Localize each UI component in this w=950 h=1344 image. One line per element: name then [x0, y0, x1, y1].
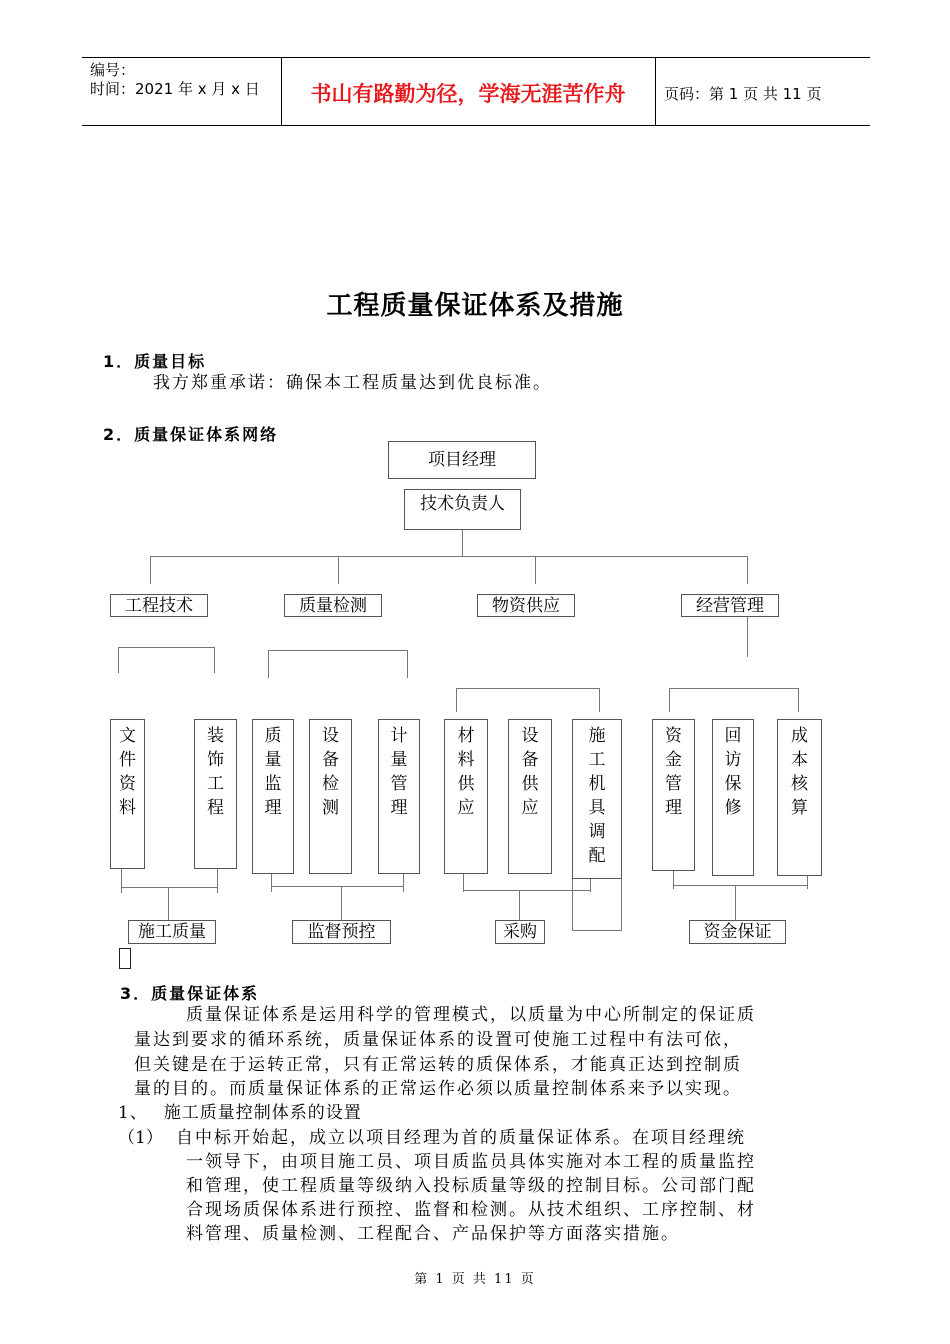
org-leaf-documents: 文件资料	[110, 719, 145, 869]
doc-time-label: 时间：2021 年 x 月 x 日	[90, 80, 260, 98]
section-heading-3: 3．质量保证体系	[120, 984, 260, 1003]
connector-bottom	[121, 869, 122, 893]
section-3-para-line-3: 但关键是在于运转正常，只有正常运转的质保体系，才能真正达到控制质	[134, 1055, 742, 1075]
section-1-text: 我方郑重承诺：确保本工程质量达到优良标准。	[153, 373, 552, 393]
connector-branch	[268, 650, 269, 678]
org-node-material-supply: 物资供应	[477, 594, 575, 617]
connector-branch	[118, 647, 215, 648]
connector-branch	[747, 617, 748, 657]
connector-drop	[535, 556, 536, 584]
header-divider-right	[655, 57, 656, 126]
connector-branch	[214, 647, 215, 673]
org-node-fund-guarantee: 资金保证	[689, 920, 786, 944]
connector-branch	[798, 688, 799, 712]
connector-bottom	[271, 886, 404, 887]
connector-branch	[268, 650, 408, 651]
connector-branch	[118, 647, 119, 673]
connector-drop	[150, 556, 151, 584]
org-leaf-decoration: 装饰工程	[194, 719, 237, 869]
org-leaf-metrology: 计量管理	[378, 719, 420, 874]
connector-branch	[669, 688, 670, 712]
connector-bottom	[807, 876, 808, 889]
org-leaf-funds: 资金管理	[652, 719, 695, 871]
org-node-engineering-tech: 工程技术	[110, 594, 208, 617]
connector-branch	[599, 688, 600, 712]
org-leaf-after-service: 回访保修	[712, 719, 754, 876]
connector-departments	[150, 556, 748, 557]
connector-bottom	[121, 887, 218, 888]
header-motto: 书山有路勤为径，学海无涯苦作舟	[310, 82, 626, 106]
header-bottom-rule	[82, 125, 870, 126]
connector-bottom	[403, 874, 404, 892]
org-leaf-equipment-supply: 设备供应	[508, 719, 552, 874]
connector-trunk	[462, 530, 463, 557]
sub-item-1-line-4: 合现场质保体系进行预控、监督和检测。从技术组织、工序控制、材	[186, 1200, 756, 1220]
org-node-quality-inspection: 质量检测	[284, 594, 382, 617]
connector-bottom	[271, 874, 272, 892]
org-node-procurement: 采购	[495, 920, 545, 944]
connector-bottom	[621, 879, 622, 931]
org-node-construction-quality: 施工质量	[128, 920, 216, 944]
page-footer: 第 1 页 共 11 页	[414, 1272, 536, 1287]
anchor-marker	[119, 948, 131, 969]
connector-bottom	[168, 887, 169, 920]
connector-bottom	[572, 879, 573, 931]
connector-bottom	[572, 930, 622, 931]
org-leaf-quality-supervision: 质量监理	[252, 719, 294, 874]
org-leaf-cost: 成本核算	[777, 719, 822, 876]
sub-item-1-line-5: 料管理、质量检测、工程配合、产品保护等方面落实措施。	[186, 1224, 680, 1244]
section-heading-1: 1．质量目标	[103, 352, 207, 371]
section-3-para-line-4: 量的目的。而质量保证体系的正常运作必须以质量控制体系来予以实现。	[134, 1079, 742, 1099]
org-node-technical-lead: 技术负责人	[404, 489, 521, 530]
document-title: 工程质量保证体系及措施	[326, 291, 624, 321]
connector-branch	[407, 650, 408, 678]
item-1-heading: 1、 施工质量控制体系的设置	[118, 1103, 362, 1123]
org-leaf-machinery: 施工机具调配	[572, 719, 622, 879]
header-top-rule	[82, 57, 870, 58]
sub-item-1-line-3: 和管理，使工程质量等级纳入投标质量等级的控制目标。公司部门配	[186, 1176, 756, 1196]
connector-bottom	[673, 885, 808, 886]
doc-number-label: 编号：	[90, 61, 136, 79]
org-node-business-mgmt: 经营管理	[681, 594, 779, 617]
connector-branch	[456, 688, 599, 689]
section-heading-2: 2．质量保证体系网络	[103, 425, 279, 444]
connector-branch	[456, 688, 457, 712]
sub-item-1-line-1: 自中标开始起，成立以项目经理为首的质量保证体系。在项目经理统	[176, 1128, 746, 1148]
header-page-label: 页码：第 1 页 共 11 页	[664, 85, 822, 103]
section-3-para-line-1: 质量保证体系是运用科学的管理模式，以质量为中心所制定的保证质	[186, 1005, 756, 1025]
connector-bottom	[217, 869, 218, 893]
connector-bottom	[341, 886, 342, 920]
org-node-supervision-control: 监督预控	[292, 920, 391, 944]
org-leaf-equipment-test: 设备检测	[309, 719, 352, 874]
section-3-para-line-2: 量达到要求的循环系统，质量保证体系的设置可使施工过程中有法可依，	[134, 1030, 742, 1050]
connector-drop	[747, 556, 748, 584]
connector-branch	[669, 688, 799, 689]
connector-bottom	[673, 871, 674, 889]
sub-item-1-line-2: 一领导下，由项目施工员、项目质监员具体实施对本工程的质量监控	[186, 1152, 756, 1172]
org-node-project-manager: 项目经理	[388, 441, 536, 479]
connector-bottom	[735, 885, 736, 920]
org-leaf-material-supply: 材料供应	[444, 719, 488, 874]
connector-drop	[338, 556, 339, 584]
connector-bottom	[519, 890, 520, 920]
sub-item-1-label: （1）	[118, 1128, 163, 1148]
